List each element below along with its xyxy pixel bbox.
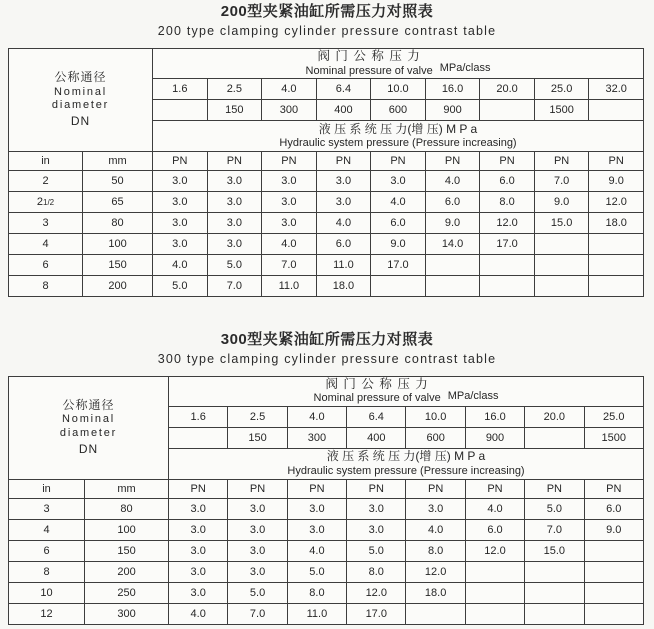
pn-value-cell: 3.0	[228, 561, 287, 582]
table-300-title-zh: 300型夹紧油缸所需压力对照表	[220, 330, 434, 348]
size-mm-cell: 80	[85, 498, 169, 519]
size-in-cell	[9, 540, 85, 561]
nominal-diameter-corner-cell	[9, 48, 153, 151]
class-value-cell: 1500	[534, 99, 589, 120]
pn-value-cell: 3.0	[262, 212, 317, 233]
size-in-value: 3	[42, 216, 49, 229]
size-in-cell	[9, 191, 83, 212]
valve-pressure-header	[169, 377, 643, 405]
pn-unit-cell: PN	[169, 479, 228, 498]
pn-unit-cell: PN	[153, 151, 208, 170]
pn-value-cell	[589, 275, 644, 296]
data-row	[9, 191, 644, 212]
size-in-cell	[9, 582, 85, 603]
size-in-value: 8	[42, 279, 49, 292]
size-mm-cell: 100	[85, 519, 169, 540]
pn-value-cell: 6.0	[316, 233, 371, 254]
pn-value-cell: 6.0	[465, 519, 524, 540]
valve-pressure-header-cell	[153, 48, 644, 78]
size-mm-cell: 65	[83, 191, 153, 212]
pn-value-cell: 9.0	[371, 233, 426, 254]
pn-value-cell	[534, 233, 589, 254]
size-in-value: 6	[42, 258, 49, 271]
size-mm-cell: 150	[85, 540, 169, 561]
hydraulic-pressure-label-zh: 液 压 系 统 压 力(增 压) M P a	[326, 449, 486, 464]
valve-header-row	[9, 376, 644, 406]
class-value-cell: 150	[207, 99, 262, 120]
pn-value-cell: 5.0	[287, 561, 346, 582]
table-300-title-en: 300 type clamping cylinder pressure contrast table	[157, 351, 497, 366]
pn-value-cell: 4.0	[262, 233, 317, 254]
class-value-cell: 150	[228, 427, 287, 448]
pn-value-cell	[584, 582, 643, 603]
nominal-diameter-label-en1: Nominal	[62, 413, 115, 426]
pn-value-cell: 5.0	[153, 275, 208, 296]
pn-unit-cell: PN	[262, 151, 317, 170]
pn-value-cell: 3.0	[169, 519, 228, 540]
nominal-diameter-label-en2: diameter	[59, 427, 118, 439]
size-in-value: 4	[42, 237, 49, 250]
valve-pressure-header-cell	[169, 376, 644, 406]
data-row	[9, 275, 644, 296]
pn-value-cell: 3.0	[287, 498, 346, 519]
pn-value-cell: 9.0	[425, 212, 480, 233]
pn-value-cell	[406, 603, 465, 624]
class-value-cell: 300	[262, 99, 317, 120]
valve-pressure-header	[153, 49, 643, 77]
size-in-value: 2	[36, 195, 43, 208]
size-mm-cell: 300	[85, 603, 169, 624]
pn-value-cell: 4.0	[316, 212, 371, 233]
table-200-title-zh: 200型夹紧油缸所需压力对照表	[220, 3, 434, 20]
pressure-value-cell: 1.6	[153, 78, 208, 99]
pn-value-cell: 5.0	[228, 582, 287, 603]
pn-value-cell: 3.0	[371, 170, 426, 191]
unit-header-row	[9, 479, 644, 498]
data-row	[9, 519, 644, 540]
pn-value-cell	[465, 561, 524, 582]
size-in-fraction: 1/2	[43, 197, 55, 207]
pn-value-cell: 18.0	[589, 212, 644, 233]
size-in-value: 4	[43, 523, 50, 536]
pn-value-cell	[371, 275, 426, 296]
size-in-value: 8	[43, 565, 50, 578]
pn-value-cell: 4.0	[465, 498, 524, 519]
pn-value-cell: 8.0	[347, 561, 406, 582]
pn-unit-cell: PN	[207, 151, 262, 170]
nominal-diameter-label-en2: diameter	[51, 99, 110, 112]
pn-value-cell: 12.0	[480, 212, 535, 233]
size-in-cell	[9, 561, 85, 582]
pn-value-cell: 15.0	[525, 540, 584, 561]
pn-unit-cell: PN	[589, 151, 644, 170]
pn-value-cell: 9.0	[584, 519, 643, 540]
pressure-table-200	[8, 48, 644, 297]
pn-value-cell: 3.0	[153, 170, 208, 191]
nominal-diameter-label-zh: 公称通径	[54, 69, 107, 84]
pn-unit-cell: PN	[425, 151, 480, 170]
pn-value-cell: 14.0	[425, 233, 480, 254]
pn-value-cell: 4.0	[406, 519, 465, 540]
pn-unit-cell: PN	[406, 479, 465, 498]
size-in-cell	[9, 275, 83, 296]
size-in-cell	[9, 603, 85, 624]
hydraulic-pressure-header-cell	[169, 448, 644, 479]
mm-unit-cell: mm	[85, 479, 169, 498]
mpa-class-unit-label: MPa/class	[439, 62, 491, 75]
pn-value-cell: 3.0	[228, 540, 287, 561]
hydraulic-pressure-label-en: Hydraulic system pressure (Pressure increasing)	[287, 464, 525, 477]
pressure-value-cell: 10.0	[371, 78, 426, 99]
pn-value-cell	[465, 603, 524, 624]
pressure-value-cell: 20.0	[480, 78, 535, 99]
class-value-cell: 600	[406, 427, 465, 448]
pn-value-cell: 3.0	[169, 582, 228, 603]
pn-value-cell: 8.0	[406, 540, 465, 561]
valve-pressure-label-zh: 阀 门 公 称 压 力	[317, 49, 421, 64]
pn-value-cell: 17.0	[347, 603, 406, 624]
class-value-cell	[589, 99, 644, 120]
data-row	[9, 212, 644, 233]
table-200-title-en: 200 type clamping cylinder pressure contrast table	[157, 23, 497, 38]
pressure-value-cell: 4.0	[287, 406, 346, 427]
nominal-diameter-label-zh: 公称通径	[62, 397, 115, 412]
mm-unit-cell: mm	[83, 151, 153, 170]
size-mm-cell: 50	[83, 170, 153, 191]
pn-unit-cell: PN	[287, 479, 346, 498]
pn-value-cell: 5.0	[525, 498, 584, 519]
pn-value-cell: 8.0	[287, 582, 346, 603]
pn-value-cell	[534, 275, 589, 296]
pn-value-cell: 4.0	[371, 191, 426, 212]
size-in-cell	[9, 212, 83, 233]
pn-value-cell: 8.0	[480, 191, 535, 212]
pressure-value-cell: 32.0	[589, 78, 644, 99]
class-value-cell: 600	[371, 99, 426, 120]
pn-unit-cell: PN	[534, 151, 589, 170]
pn-value-cell: 3.0	[207, 191, 262, 212]
size-in-cell	[9, 254, 83, 275]
data-row	[9, 582, 644, 603]
pn-value-cell: 4.0	[169, 603, 228, 624]
pn-value-cell: 5.0	[207, 254, 262, 275]
pn-value-cell	[525, 603, 584, 624]
pn-value-cell: 7.0	[262, 254, 317, 275]
pn-value-cell: 4.0	[287, 540, 346, 561]
pn-value-cell: 3.0	[316, 170, 371, 191]
class-value-cell: 900	[465, 427, 524, 448]
class-value-cell: 1500	[584, 427, 643, 448]
pn-value-cell	[589, 254, 644, 275]
pn-value-cell: 12.0	[465, 540, 524, 561]
inch-unit-cell: in	[9, 479, 85, 498]
pn-value-cell: 3.0	[169, 498, 228, 519]
pn-value-cell: 3.0	[153, 212, 208, 233]
pn-value-cell	[480, 275, 535, 296]
pn-value-cell: 17.0	[480, 233, 535, 254]
valve-pressure-label-zh: 阀 门 公 称 压 力	[325, 376, 429, 391]
size-in-cell	[9, 498, 85, 519]
pn-value-cell	[584, 603, 643, 624]
pn-value-cell	[480, 254, 535, 275]
pn-value-cell: 12.0	[406, 561, 465, 582]
pn-value-cell: 7.0	[525, 519, 584, 540]
pn-value-cell: 3.0	[169, 561, 228, 582]
size-in-value: 12	[40, 607, 53, 620]
pn-value-cell	[589, 233, 644, 254]
pn-value-cell: 9.0	[589, 170, 644, 191]
data-row	[9, 170, 644, 191]
class-value-cell: 300	[287, 427, 346, 448]
pn-value-cell	[534, 254, 589, 275]
mpa-class-unit-label: MPa/class	[447, 389, 499, 402]
pressure-value-cell: 25.0	[534, 78, 589, 99]
pn-value-cell: 18.0	[406, 582, 465, 603]
pn-value-cell: 7.0	[228, 603, 287, 624]
dn-label: DN	[70, 114, 91, 128]
pn-value-cell: 3.0	[153, 191, 208, 212]
size-mm-cell: 80	[83, 212, 153, 233]
pn-unit-cell: PN	[371, 151, 426, 170]
pn-unit-cell: PN	[228, 479, 287, 498]
dn-label: DN	[78, 441, 99, 456]
valve-pressure-label-en: Nominal pressure of valve	[313, 392, 441, 405]
size-in-value: 3	[43, 502, 50, 515]
class-value-cell	[169, 427, 228, 448]
nominal-diameter-corner-cell	[9, 376, 169, 479]
size-mm-cell: 200	[83, 275, 153, 296]
class-value-cell: 400	[316, 99, 371, 120]
size-in-cell	[9, 233, 83, 254]
pressure-value-cell: 6.4	[316, 78, 371, 99]
pressure-value-cell: 1.6	[169, 406, 228, 427]
class-value-cell	[525, 427, 584, 448]
pn-unit-cell: PN	[465, 479, 524, 498]
pressure-value-cell: 16.0	[425, 78, 480, 99]
pn-value-cell: 11.0	[262, 275, 317, 296]
pn-value-cell: 6.0	[480, 170, 535, 191]
pn-value-cell: 17.0	[371, 254, 426, 275]
pn-value-cell: 15.0	[534, 212, 589, 233]
pn-value-cell	[584, 561, 643, 582]
pn-value-cell: 12.0	[347, 582, 406, 603]
pn-value-cell	[584, 540, 643, 561]
pn-value-cell: 6.0	[371, 212, 426, 233]
pn-value-cell: 9.0	[534, 191, 589, 212]
pressure-value-cell: 25.0	[584, 406, 643, 427]
valve-pressure-labels	[306, 49, 433, 77]
hydraulic-pressure-header-cell	[153, 120, 644, 151]
size-mm-cell: 100	[83, 233, 153, 254]
pn-value-cell: 3.0	[262, 191, 317, 212]
pn-value-cell	[465, 582, 524, 603]
pressure-value-cell: 16.0	[465, 406, 524, 427]
pn-value-cell: 3.0	[207, 233, 262, 254]
pn-unit-cell: PN	[480, 151, 535, 170]
pn-value-cell: 3.0	[287, 519, 346, 540]
pn-value-cell: 18.0	[316, 275, 371, 296]
pn-value-cell: 6.0	[584, 498, 643, 519]
pressure-table-300	[8, 376, 644, 625]
pn-value-cell: 11.0	[287, 603, 346, 624]
hydraulic-pressure-label-zh: 液 压 系 统 压 力(增 压) M P a	[318, 121, 478, 136]
pressure-value-cell: 4.0	[262, 78, 317, 99]
pressure-value-cell: 6.4	[347, 406, 406, 427]
data-row	[9, 233, 644, 254]
pn-value-cell: 3.0	[169, 540, 228, 561]
table-300-section	[0, 331, 654, 625]
data-row	[9, 603, 644, 624]
pn-value-cell	[425, 254, 480, 275]
size-in-value: 2	[42, 174, 49, 187]
pn-unit-cell: PN	[584, 479, 643, 498]
pn-value-cell: 6.0	[425, 191, 480, 212]
size-in-value: 10	[40, 586, 53, 599]
pn-value-cell	[525, 582, 584, 603]
table-300-titles	[0, 331, 654, 367]
pn-value-cell: 3.0	[207, 212, 262, 233]
data-row	[9, 540, 644, 561]
pn-value-cell: 5.0	[347, 540, 406, 561]
table-300-container	[0, 376, 654, 625]
pn-value-cell: 11.0	[316, 254, 371, 275]
size-in-value: 6	[43, 544, 50, 557]
pn-value-cell: 3.0	[153, 233, 208, 254]
pressure-value-cell: 2.5	[207, 78, 262, 99]
pn-value-cell: 3.0	[347, 498, 406, 519]
valve-header-row	[9, 48, 644, 78]
class-value-cell	[480, 99, 535, 120]
unit-header-row	[9, 151, 644, 170]
class-value-cell: 400	[347, 427, 406, 448]
data-row	[9, 254, 644, 275]
pn-value-cell	[425, 275, 480, 296]
pn-value-cell: 4.0	[153, 254, 208, 275]
pn-value-cell: 3.0	[228, 498, 287, 519]
pn-unit-cell: PN	[316, 151, 371, 170]
pn-value-cell: 7.0	[207, 275, 262, 296]
pressure-value-cell: 20.0	[525, 406, 584, 427]
pn-value-cell	[525, 561, 584, 582]
valve-pressure-labels	[314, 377, 441, 405]
class-value-cell	[153, 99, 208, 120]
pn-value-cell: 3.0	[262, 170, 317, 191]
pn-value-cell: 3.0	[347, 519, 406, 540]
data-row	[9, 498, 644, 519]
class-value-cell: 900	[425, 99, 480, 120]
data-row	[9, 561, 644, 582]
pn-unit-cell: PN	[525, 479, 584, 498]
pressure-value-cell: 10.0	[406, 406, 465, 427]
pn-value-cell: 4.0	[425, 170, 480, 191]
pn-value-cell: 7.0	[534, 170, 589, 191]
table-200-container	[0, 48, 654, 297]
table-200-titles	[0, 0, 654, 39]
size-in-cell	[9, 170, 83, 191]
valve-pressure-label-en: Nominal pressure of valve	[305, 64, 433, 77]
pn-value-cell: 12.0	[589, 191, 644, 212]
nominal-diameter-label-en1: Nominal	[54, 85, 107, 98]
pressure-value-cell: 2.5	[228, 406, 287, 427]
size-in-cell	[9, 519, 85, 540]
pn-value-cell: 3.0	[406, 498, 465, 519]
table-200-section	[0, 0, 654, 297]
pn-unit-cell: PN	[347, 479, 406, 498]
inch-unit-cell: in	[9, 151, 83, 170]
pn-value-cell: 3.0	[228, 519, 287, 540]
size-mm-cell: 150	[83, 254, 153, 275]
size-mm-cell: 200	[85, 561, 169, 582]
pn-value-cell: 3.0	[316, 191, 371, 212]
pn-value-cell: 3.0	[207, 170, 262, 191]
size-mm-cell: 250	[85, 582, 169, 603]
hydraulic-pressure-label-en: Hydraulic system pressure (Pressure increasing)	[279, 137, 517, 150]
